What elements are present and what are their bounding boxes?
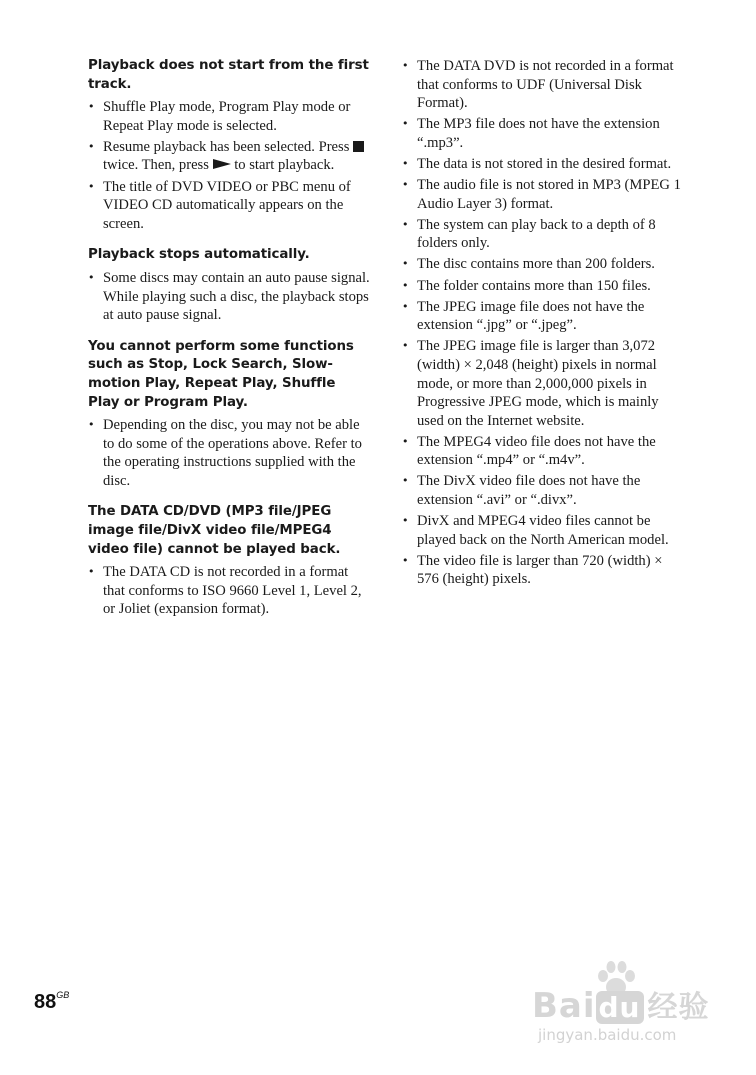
bullet-icon: • (402, 117, 409, 131)
list-item: • The DATA CD is not recorded in a format that conforms to ISO 9660 Level 1, Level 2, or Joliet (expansion format). (88, 564, 362, 618)
bullet-icon: • (402, 257, 409, 271)
list-item: • The DivX video file does not have the extension “.avi” or “.divx”. (402, 473, 641, 509)
list-item: • Resume playback has been selected. Press twice. Then, press to start playback. (88, 138, 370, 175)
list-item: • The data is not stored in the desired format. (402, 155, 672, 172)
bullet-icon: • (88, 418, 95, 432)
play-icon (213, 159, 231, 169)
list-item: • The JPEG image file does not have the extension “.jpg” or “.jpeg”. (402, 298, 645, 334)
bullet-icon: • (402, 514, 409, 528)
bullet-icon: • (88, 179, 95, 193)
page-locale-suffix: GB (56, 990, 70, 1000)
bullet-icon: • (88, 100, 95, 114)
bullet-list (88, 98, 370, 233)
list-item: • Depending on the disc, you may not be able to do some of the operations above. Refer to the operating instructions supplied with the disc. (88, 417, 362, 489)
section-data-cd-dvd (88, 503, 370, 619)
section-playback-first-track (88, 57, 370, 233)
list-item: • DivX and MPEG4 video files cannot be played back on the North American model. (402, 513, 669, 548)
section-heading: Playback does not start from the first track. (88, 58, 369, 92)
bullet-icon: • (88, 139, 95, 153)
bullet-icon: • (402, 434, 409, 448)
bullet-icon: • (402, 156, 409, 170)
list-item: • Shuffle Play mode, Program Play mode or Repeat Play mode is selected. (88, 99, 351, 134)
bullet-icon: • (402, 178, 409, 192)
list-item: • The audio file is not stored in MP3 (MPEG 1 Audio Layer 3) format. (402, 177, 681, 212)
stop-icon (353, 141, 364, 152)
list-item: • The DATA DVD is not recorded in a format that conforms to UDF (Universal Disk Format). (402, 58, 674, 112)
list-item: • The JPEG image file is larger than 3,072 (width) × 2,048 (height) pixels in normal mode, or more than 2,000,000 pixels in Progressive JPEG mode, which is mainly used on the Internet website. (402, 338, 659, 429)
bullet-icon: • (88, 270, 95, 284)
list-item: • The disc contains more than 200 folders. (402, 256, 655, 273)
bullet-icon: • (402, 474, 409, 488)
bullet-list (402, 57, 686, 589)
bullet-icon: • (88, 565, 95, 579)
bullet-icon: • (402, 339, 409, 353)
right-column (402, 57, 686, 592)
section-playback-stops (88, 246, 370, 324)
section-heading: The DATA CD/DVD (MP3 file/JPEG image file/DivX video file/MPEG4 video file) cannot be played back. (88, 504, 341, 557)
bullet-icon: • (402, 299, 409, 313)
watermark-url: jingyan.baidu.com (538, 1026, 677, 1044)
list-item: • The MPEG4 video file does not have the extension “.mp4” or “.m4v”. (402, 433, 656, 469)
bullet-list (88, 563, 370, 619)
section-heading: Playback stops automatically. (88, 247, 310, 263)
section-heading: You cannot perform some functions such as Stop, Lock Search, Slow-motion Play, Repeat Play, Shuffle Play or Program Play. (88, 338, 354, 410)
baidu-logo: Bai du 经验 (532, 986, 710, 1026)
list-item: • The folder contains more than 150 files. (402, 277, 651, 294)
bullet-list (88, 416, 370, 490)
bullet-list (88, 269, 370, 325)
bullet-icon: • (402, 278, 409, 292)
list-item: • Some discs may contain an auto pause signal. While playing such a disc, the playback stops at auto pause signal. (88, 269, 370, 324)
list-item: • The title of DVD VIDEO or PBC menu of VIDEO CD automatically appears on the screen. (88, 178, 351, 232)
page-number: $88^{GB}$ (34, 990, 70, 1013)
section-cannot-perform-functions (88, 338, 370, 491)
left-column (88, 57, 370, 632)
list-item: • The system can play back to a depth of 8 folders only. (402, 216, 656, 252)
bullet-icon: • (402, 59, 409, 72)
list-item: • The video file is larger than 720 (width) × 576 (height) pixels. (402, 552, 663, 588)
list-item: • The MP3 file does not have the extension “.mp3”. (402, 116, 660, 151)
bullet-icon: • (402, 553, 409, 567)
bullet-icon: • (402, 217, 409, 231)
baidu-watermark (532, 960, 722, 1060)
